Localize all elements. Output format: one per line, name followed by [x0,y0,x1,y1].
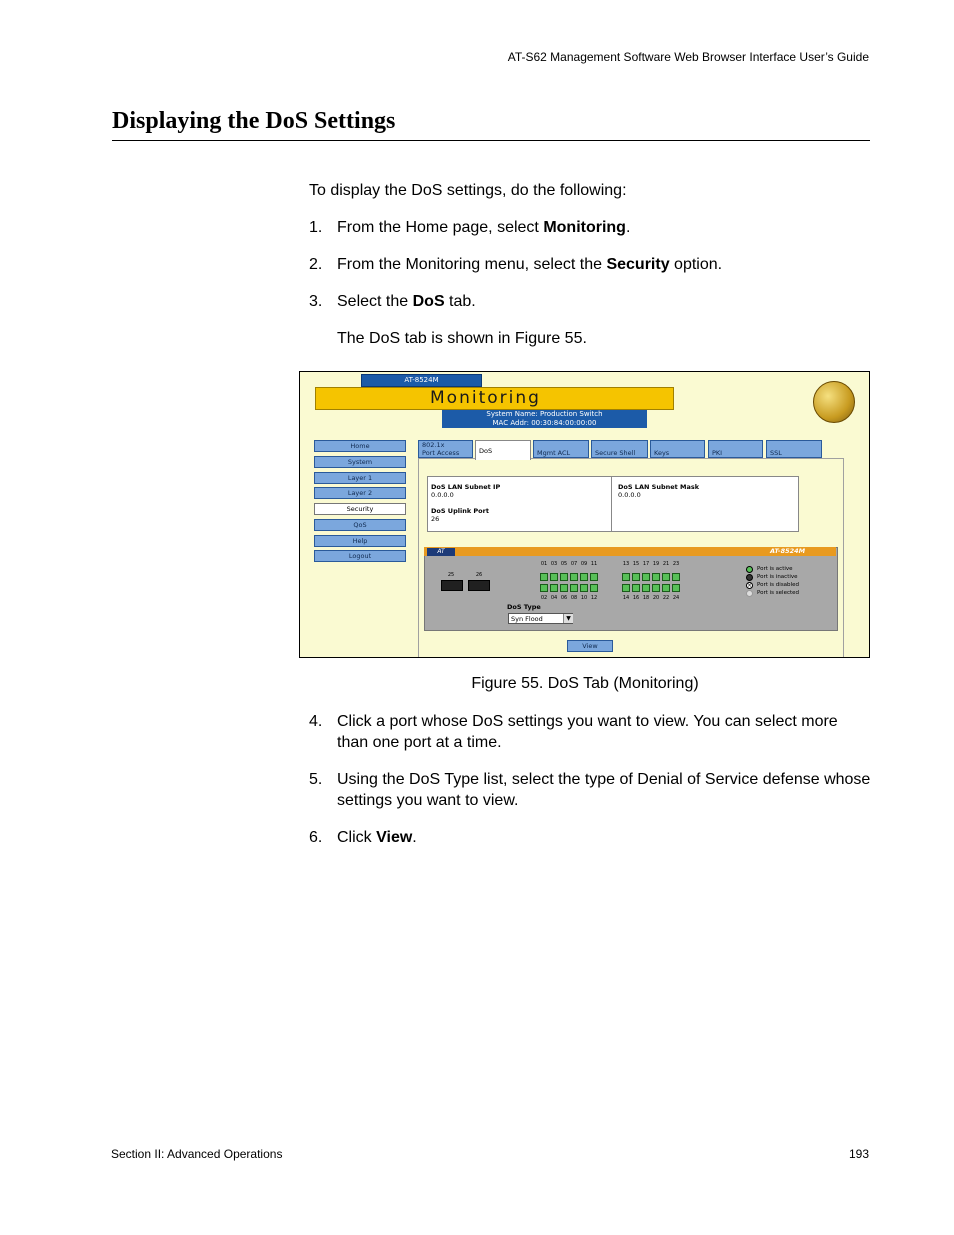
disabled-legend-icon: × [747,582,753,589]
port-17[interactable] [642,573,650,581]
port-16[interactable] [632,584,640,592]
port-19[interactable] [652,573,660,581]
port-number-label: 16 [632,595,640,601]
system-info-box [442,410,647,428]
section-title: Displaying the DoS Settings [112,108,396,134]
step-number: 2. [309,256,323,273]
title-rule [112,140,870,141]
lan-subnet-ip-value: 0.0.0.0 [431,491,454,499]
step-text: Select the DoS tab. [337,293,476,310]
selected-legend-icon [746,590,753,597]
tab-secure-shell[interactable]: Secure Shell [591,440,648,458]
model-tab: AT-8524M [361,374,482,387]
port-number-label: 11 [590,561,598,567]
port-13[interactable] [622,573,630,581]
nav-qos-button[interactable]: QoS [314,519,406,531]
tab-ssl[interactable]: SSL [766,440,822,458]
port-number-label: 19 [652,561,660,567]
running-header: AT-S62 Management Software Web Browser Interface User’s Guide [507,50,869,64]
port-number-label: 07 [570,561,578,567]
port-18[interactable] [642,584,650,592]
port-number-label: 20 [652,595,660,601]
port-number-label: 23 [672,561,680,567]
figure-caption: Figure 55. DoS Tab (Monitoring) [471,675,699,692]
footer-section: Section II: Advanced Operations [111,1147,283,1161]
step-number: 5. [309,771,323,788]
page-number: 193 [848,1147,869,1161]
nav-home-button[interactable]: Home [314,440,406,452]
port-number-label: 18 [642,595,650,601]
port-number-label: 08 [570,595,578,601]
tab-keys[interactable]: Keys [650,440,705,458]
step-text: Click View. [337,829,417,846]
port-21[interactable] [662,573,670,581]
port-09[interactable] [580,573,588,581]
port-04[interactable] [550,584,558,592]
legend-inactive: Port is inactive [757,574,798,580]
nav-layer1-button[interactable]: Layer 1 [314,472,406,484]
port-10[interactable] [580,584,588,592]
globe-icon [813,381,855,423]
nav-system-button[interactable]: System [314,456,406,468]
port-15[interactable] [632,573,640,581]
port-14[interactable] [622,584,630,592]
step-text: Using the DoS Type list, select the type of Denial of Service defense whose settings you want to view. [337,771,871,809]
uplink-port-value: 26 [431,515,440,523]
port-02[interactable] [540,584,548,592]
legend-active: Port is active [757,566,793,572]
sfp-port-number: 25 [447,572,455,578]
port-07[interactable] [570,573,578,581]
lan-subnet-mask-value: 0.0.0.0 [618,491,641,499]
step-number: 1. [309,219,323,236]
figure-reference-text: The DoS tab is shown in Figure 55. [337,330,587,347]
chevron-down-icon[interactable]: ▼ [563,614,573,623]
step-number: 4. [309,713,323,730]
step-text: From the Monitoring menu, select the Security option. [337,256,723,273]
lan-subnet-mask-label: DoS LAN Subnet Mask [618,483,700,491]
inactive-legend-icon [746,574,753,581]
port-number-label: 17 [642,561,650,567]
intro-text: To display the DoS settings, do the following: [309,182,627,199]
nav-logout-button[interactable]: Logout [314,550,406,562]
nav-help-button[interactable]: Help [314,535,406,547]
legend-selected: Port is selected [757,590,800,596]
port-number-label: 01 [540,561,548,567]
tab-port-access[interactable]: 802.1x Port Access [418,440,473,458]
port-number-label: 06 [560,595,568,601]
port-20[interactable] [652,584,660,592]
system-name: System Name: Production Switch [486,410,603,418]
port-number-label: 24 [672,595,680,601]
sfp-port-25[interactable] [441,580,463,591]
view-button[interactable]: View [567,640,613,652]
active-legend-icon [746,566,753,573]
port-number-label: 21 [662,561,670,567]
port-number-label: 22 [662,595,670,601]
tab-dos[interactable]: DoS [475,440,531,460]
port-number-label: 15 [632,561,640,567]
tab-mgmt-acl[interactable]: Mgmt ACL [533,440,589,458]
port-06[interactable] [560,584,568,592]
nav-security-button[interactable]: Security [314,503,406,515]
port-number-label: 13 [622,561,630,567]
info-divider [611,476,612,532]
step-text: Click a port whose DoS settings you want to view. You can select more than one port at a time. [337,713,838,751]
dos-tab-screenshot [299,371,870,658]
port-23[interactable] [672,573,680,581]
dos-type-select[interactable]: Syn Flood [508,613,573,624]
mac-address: MAC Addr: 00:30:84:00:00:00 [492,419,597,427]
port-01[interactable] [540,573,548,581]
port-12[interactable] [590,584,598,592]
dos-type-label: DoS Type [507,603,541,611]
step-number: 6. [309,829,323,846]
step-text: From the Home page, select Monitoring. [337,219,631,236]
sfp-port-number: 26 [475,572,483,578]
port-22[interactable] [662,584,670,592]
port-number-label: 05 [560,561,568,567]
port-number-label: 12 [590,595,598,601]
sfp-port-26[interactable] [468,580,490,591]
lan-subnet-ip-label: DoS LAN Subnet IP [431,483,501,491]
tab-pki[interactable]: PKI [708,440,763,458]
legend-disabled: Port is disabled [757,582,799,588]
port-number-label: 09 [580,561,588,567]
step-number: 3. [309,293,323,310]
monitoring-heading: Monitoring [430,388,541,408]
vendor-logo: AT [427,548,455,556]
port-number-label: 10 [580,595,588,601]
port-number-label: 14 [622,595,630,601]
nav-layer2-button[interactable]: Layer 2 [314,487,406,499]
uplink-port-label: DoS Uplink Port [431,507,489,515]
port-11[interactable] [590,573,598,581]
switch-model-label: AT-8524M [770,547,806,555]
port-number-label: 03 [550,561,558,567]
port-24[interactable] [672,584,680,592]
port-03[interactable] [550,573,558,581]
port-05[interactable] [560,573,568,581]
port-08[interactable] [570,584,578,592]
port-number-label: 02 [540,595,548,601]
port-number-label: 04 [550,595,558,601]
